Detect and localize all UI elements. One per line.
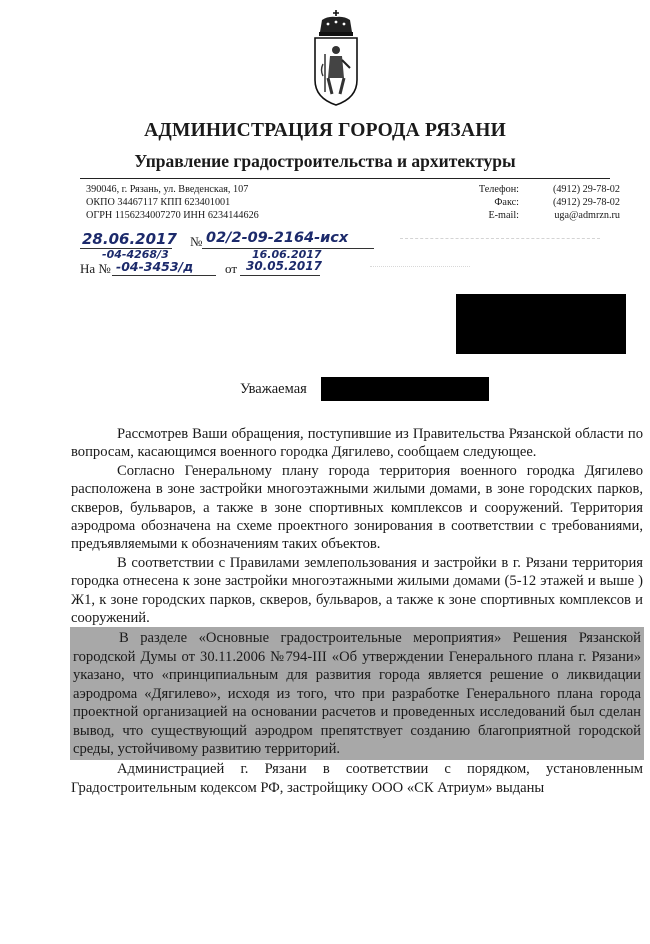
- ref-number-top: -04-4268/3: [102, 248, 169, 261]
- contact-labels: [449, 183, 519, 222]
- greeting-text: Уважаемая: [240, 381, 307, 397]
- email-label: E-mail:: [488, 210, 519, 221]
- highlighted-paragraph: В разделе «Основные градостроительные мероприятия» Решения Рязанской городской Думы от 30.11.2006 №794-III «Об утверждении Генерального плана г. Рязани» указано, что «принципиальным для развития города является решение о ликвидации аэродрома «Дягилево», исходя из того, что при разработке Генерального плана города проектной организацией на основании расчетов и проведенных исследований был сделан вывод, что существующий аэродром препятствует созданию благоприятной городской среды, устойчивому развитию территорий.: [70, 627, 644, 760]
- paragraph-5: Администрацией г. Рязани в соответствии с порядком, установленным Градостроительным кодексом РФ, застройщику ООО «СК Атриум» выданы: [71, 761, 643, 796]
- paragraph-2: Согласно Генеральному плану города территория военного городка Дягилево расположена в зоне застройки многоэтажными жилыми домами, в зоне городских парков, скверов, бульваров, а также в зоне спортивных комплексов и сооружений. Территория аэродрома обозначена на схеме проектного зонирования в соответствии с требованиями, предъявляемыми к обозначениям таких объектов.: [71, 462, 643, 553]
- ref-date: 30.05.2017: [246, 259, 322, 273]
- name-redaction: [321, 377, 489, 401]
- recipient-redaction: [456, 294, 626, 354]
- fax-label: Факс:: [494, 197, 519, 208]
- bleed-through-mark: [370, 266, 470, 273]
- ref-date-prefix: от: [225, 261, 238, 276]
- organization-title: АДМИНИСТРАЦИЯ ГОРОДА РЯЗАНИ: [144, 120, 506, 141]
- contact-values: [520, 183, 620, 222]
- ref-prefix: На №: [80, 261, 111, 276]
- department-title: Управление градостроительства и архитектуры: [134, 151, 516, 171]
- outgoing-number: 02/2-09-2164-исх: [206, 230, 349, 246]
- ref-date-top: 16.06.2017: [252, 248, 322, 261]
- paragraph-1: Рассмотрев Ваши обращения, поступившие из Правительства Рязанской области по вопросам, касающимся военного городка Дягилево, сообщаем следующее.: [71, 426, 643, 461]
- email-value: uga@admrzn.ru: [554, 210, 620, 221]
- coat-of-arms-icon: [306, 8, 366, 108]
- letter-body: [71, 425, 643, 797]
- number-prefix: №: [190, 234, 203, 249]
- ref-number: -04-3453/д: [116, 259, 194, 274]
- okpo-line: ОКПО 34467117 КПП 623401001: [86, 197, 231, 208]
- paragraph-3: В соответствии с Правилами землепользования и застройки в г. Рязани территория городка отнесена к зоне застройки многоэтажными жилыми домами (5-12 этажей и выше ) Ж1, к зоне городских парков, скверов, бульваров, а также к зоне спортивных комплексов и сооружений.: [71, 554, 643, 627]
- bleed-through-mark: [400, 238, 600, 247]
- address-line: 390046, г. Рязань, ул. Введенская, 107: [86, 184, 249, 195]
- ref-date-underline: [240, 275, 320, 276]
- address-block: [86, 183, 386, 222]
- phone-label: Телефон:: [478, 184, 519, 195]
- ref-number-underline: [112, 275, 216, 276]
- ogrn-line: ОГРН 1156234007270 ИНН 6234144626: [86, 210, 259, 221]
- header-divider: [80, 178, 610, 179]
- fax-value: (4912) 29-78-02: [552, 197, 620, 208]
- phone-value: (4912) 29-78-02: [552, 184, 620, 195]
- outgoing-date: 28.06.2017: [82, 230, 177, 248]
